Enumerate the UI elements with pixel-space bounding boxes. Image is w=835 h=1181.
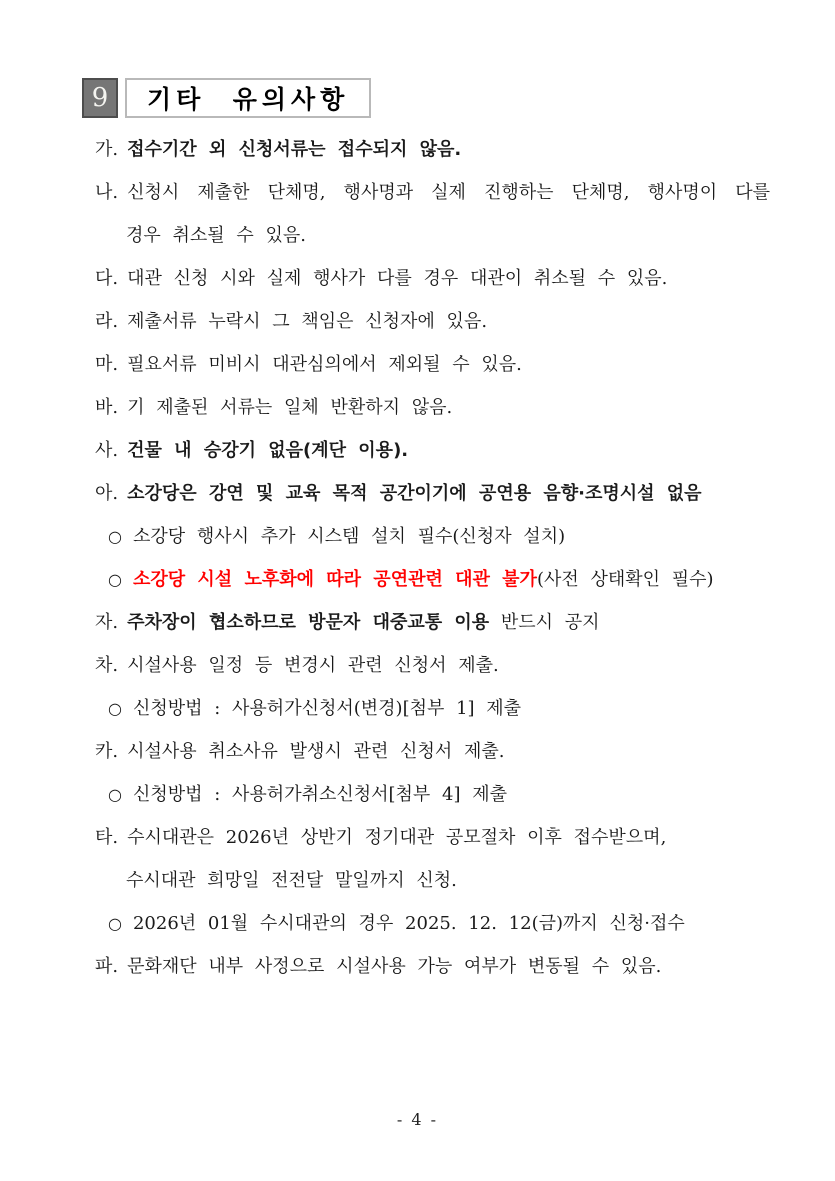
line-text: 제출서류 누락시 그 책임은 신청자에 있음.: [127, 311, 488, 332]
line-text: 건물 내 승강기 없음(계단 이용).: [127, 440, 409, 461]
line-text: 반드시 공지: [489, 612, 600, 633]
list-item-line: [95, 601, 770, 644]
line-text: 접수기간 외 신청서류는 접수되지 않음.: [127, 139, 462, 160]
line-text: 기 제출된 서류는 일체 반환하지 않음.: [127, 397, 453, 418]
continuation-line: [95, 214, 770, 257]
section-number-box: 9: [82, 78, 118, 118]
emphasis-red-text: 소강당 시설 노후화에 따라 공연관련 대관 불가: [132, 569, 537, 590]
line-text: 신청방법 : 사용허가신청서(변경)[첨부 1] 제출: [132, 698, 522, 719]
item-marker: 바.: [95, 397, 119, 418]
continuation-line: [95, 859, 770, 902]
list-item-line: [95, 386, 770, 429]
sub-bullet-line: [95, 902, 770, 945]
list-item-line: [95, 472, 770, 515]
list-item-line: [95, 171, 770, 214]
section-title: 기타 유의사항: [125, 78, 371, 118]
circle-bullet-icon: ○: [108, 914, 122, 933]
line-text: 시설사용 일정 등 변경시 관련 신청서 제출.: [127, 655, 499, 676]
item-marker: 카.: [95, 741, 119, 762]
sub-bullet-line: [95, 515, 770, 558]
list-item-line: [95, 644, 770, 687]
section-header: [82, 78, 371, 118]
list-item-line: [95, 730, 770, 773]
list-item-line: [95, 257, 770, 300]
line-text: 대관 신청 시와 실제 행사가 다를 경우 대관이 취소될 수 있음.: [127, 268, 668, 289]
list-item-line: [95, 343, 770, 386]
item-marker: 다.: [95, 268, 119, 289]
circle-bullet-icon: ○: [108, 699, 122, 718]
item-marker: 타.: [95, 827, 119, 848]
item-marker: 가.: [95, 139, 119, 160]
line-text: 2026년 01월 수시대관의 경우 2025. 12. 12(금)까지 신청·접수: [132, 913, 685, 934]
line-text: 소강당은 강연 및 교육 목적 공간이기에 공연용 음향·조명시설 없음: [127, 483, 702, 504]
item-marker: 사.: [95, 440, 119, 461]
list-item-line: [95, 300, 770, 343]
line-text: 문화재단 내부 사정으로 시설사용 가능 여부가 변동될 수 있음.: [127, 956, 662, 977]
item-marker: 차.: [95, 655, 119, 676]
page-number: - 4 -: [396, 1110, 439, 1129]
list-item-line: [95, 429, 770, 472]
item-marker: 라.: [95, 311, 119, 332]
line-text: 소강당 행사시 추가 시스템 설치 필수(신청자 설치): [132, 526, 566, 547]
item-marker: 자.: [95, 612, 119, 633]
circle-bullet-icon: ○: [108, 785, 122, 804]
circle-bullet-icon: ○: [108, 527, 122, 546]
list-item-line: [95, 945, 770, 988]
item-marker: 아.: [95, 483, 119, 504]
line-text: 수시대관은 2026년 상반기 정기대관 공모절차 이후 접수받으며,: [127, 827, 667, 848]
line-text: 경우 취소될 수 있음.: [126, 225, 306, 246]
sub-bullet-line: [95, 558, 770, 601]
list-item-line: [95, 816, 770, 859]
line-text: 주차장이 협소하므로 방문자 대중교통 이용: [127, 612, 490, 633]
line-text: (사전 상태확인 필수): [536, 569, 714, 590]
item-marker: 파.: [95, 956, 119, 977]
sub-bullet-line: [95, 687, 770, 730]
circle-bullet-icon: ○: [108, 570, 122, 589]
line-text: 신청방법 : 사용허가취소신청서[첨부 4] 제출: [132, 784, 508, 805]
line-text: 신청시 제출한 단체명, 행사명과 실제 진행하는 단체명, 행사명이 다를: [127, 182, 770, 203]
sub-bullet-line: [95, 773, 770, 816]
document-body: [95, 128, 770, 988]
line-text: 필요서류 미비시 대관심의에서 제외될 수 있음.: [127, 354, 522, 375]
line-text: 수시대관 희망일 전전달 말일까지 신청.: [126, 870, 457, 891]
list-item-line: [95, 128, 770, 171]
line-text: 시설사용 취소사유 발생시 관련 신청서 제출.: [127, 741, 505, 762]
item-marker: 마.: [95, 354, 119, 375]
item-marker: 나.: [95, 182, 119, 203]
